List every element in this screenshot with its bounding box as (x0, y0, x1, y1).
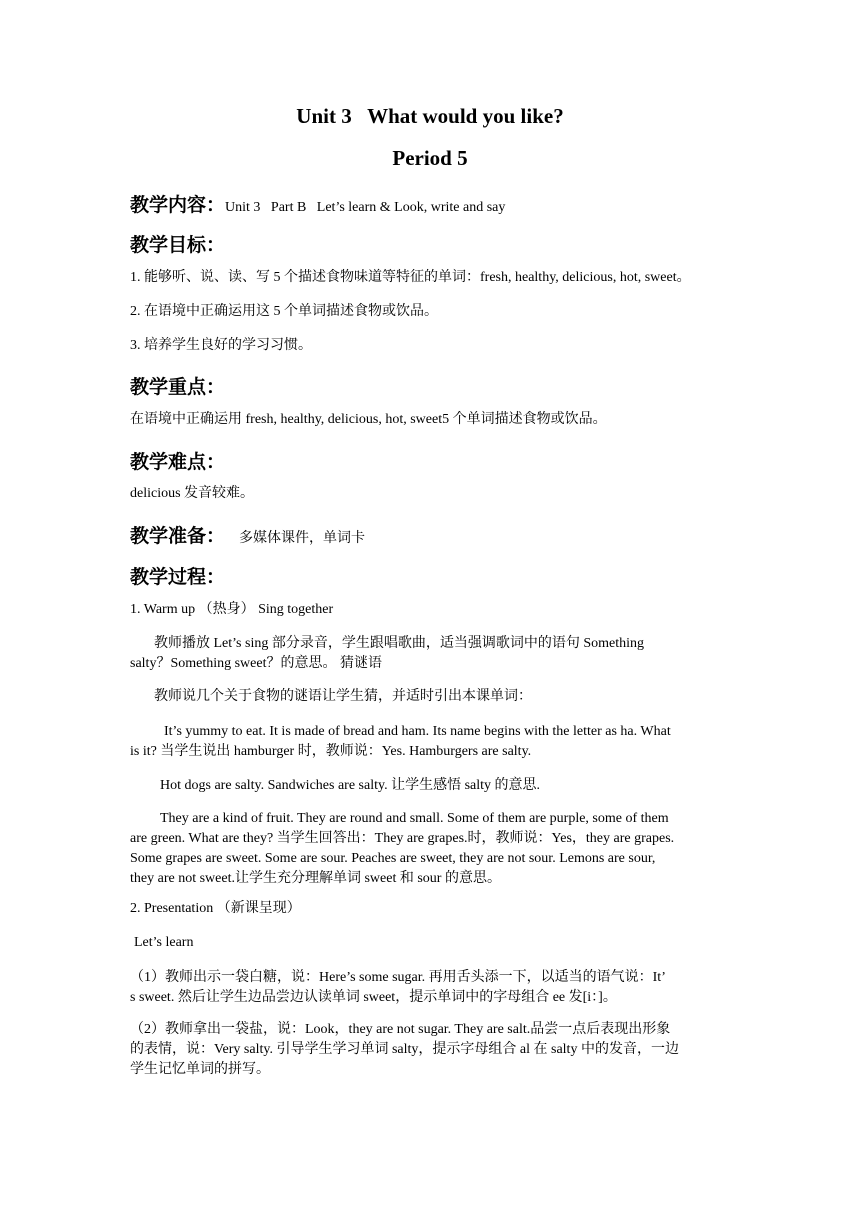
difficulties-text: delicious 发音较难。 (130, 486, 255, 501)
key-points-text: 在语境中正确运用 fresh, healthy, delicious, hot, sweet5 个单词描述食物或饮品。 (130, 412, 607, 427)
paragraph-line: （2）教师拿出一袋盐，说：Look，they are not sugar. They are salt.品尝一点后表现出形象 (130, 1022, 671, 1037)
paragraph-line: is it? 当学生说出 hamburger 时，教师说：Yes. Hamburgers are salty. (130, 744, 532, 759)
paragraph-line: s sweet. 然后让学生边品尝边认读单词 sweet，提示单词中的字母组合 ee 发[i：]。 (130, 990, 617, 1005)
paragraph-line: salty？Something sweet？的意思。 猜谜语 (130, 656, 382, 671)
process-heading: 教学过程： (130, 566, 226, 588)
presentation-heading: 2. Presentation （新课呈现） (130, 901, 301, 916)
paragraph-line: They are a kind of fruit. They are round and small. Some of them are purple, some of them (160, 811, 669, 826)
riddle-grapes (130, 809, 674, 889)
riddle-salty-note: Hot dogs are salty. Sandwiches are salty. 让学生感悟 salty 的意思. (160, 778, 541, 793)
paragraph-line: 的表情，说：Very salty. 引导学生学习单词 salty，提示字母组合 al 在 salty 中的发音，一边 (130, 1042, 679, 1057)
step-1 (130, 968, 666, 1008)
warmup-paragraph (130, 634, 644, 674)
content-section (130, 190, 505, 217)
warmup-heading: 1. Warm up （热身） Sing together (130, 602, 334, 617)
warmup-riddle-intro: 教师说几个关于食物的谜语让学生猜，并适时引出本课单词： (154, 689, 532, 704)
document-title: Unit 3 What would you like? (296, 104, 564, 128)
content-value: Unit 3 Part B Let’s learn & Look, write and say (225, 200, 506, 215)
paragraph-line: （1）教师出示一袋白糖，说：Here’s some sugar. 再用舌头添一下，以适当的语气说：It’ (130, 970, 666, 985)
paragraph-line: It’s yummy to eat. It is made of bread and ham. Its name begins with the letter as ha. What (164, 724, 671, 739)
paragraph-line: 教师播放 Let’s sing 部分录音，学生跟唱歌曲，适当强调歌词中的语句 Something (154, 636, 644, 651)
objective-item-3: 3. 培养学生良好的学习习惯。 (130, 338, 312, 353)
lets-learn-heading: Let’s learn (134, 935, 194, 950)
objective-item-1: 1. 能够听、说、读、写 5 个描述食物味道等特征的单词：fresh, healthy, delicious, hot, sweet。 (130, 270, 691, 285)
paragraph-line: are green. What are they? 当学生回答出：They are grapes.时，教师说：Yes，they are grapes. (130, 831, 675, 846)
preparation-value: 多媒体课件，单词卡 (239, 531, 366, 546)
objectives-heading: 教学目标： (130, 234, 226, 256)
paragraph-line: 学生记忆单词的拼写。 (130, 1062, 270, 1077)
preparation-label: 教学准备： (130, 525, 226, 547)
difficulties-heading: 教学难点： (130, 451, 226, 473)
objective-item-2: 2. 在语境中正确运用这 5 个单词描述食物或饮品。 (130, 304, 438, 319)
riddle-hamburger (130, 722, 671, 762)
document-subtitle: Period 5 (392, 146, 468, 170)
paragraph-line: they are not sweet.让学生充分理解单词 sweet 和 sour 的意思。 (130, 871, 501, 886)
content-label: 教学内容： (130, 194, 226, 216)
key-points-heading: 教学重点： (130, 376, 226, 398)
preparation-section (130, 521, 365, 548)
step-2 (130, 1020, 679, 1080)
paragraph-line: Some grapes are sweet. Some are sour. Peaches are sweet, they are not sour. Lemons are sour, (130, 851, 656, 866)
